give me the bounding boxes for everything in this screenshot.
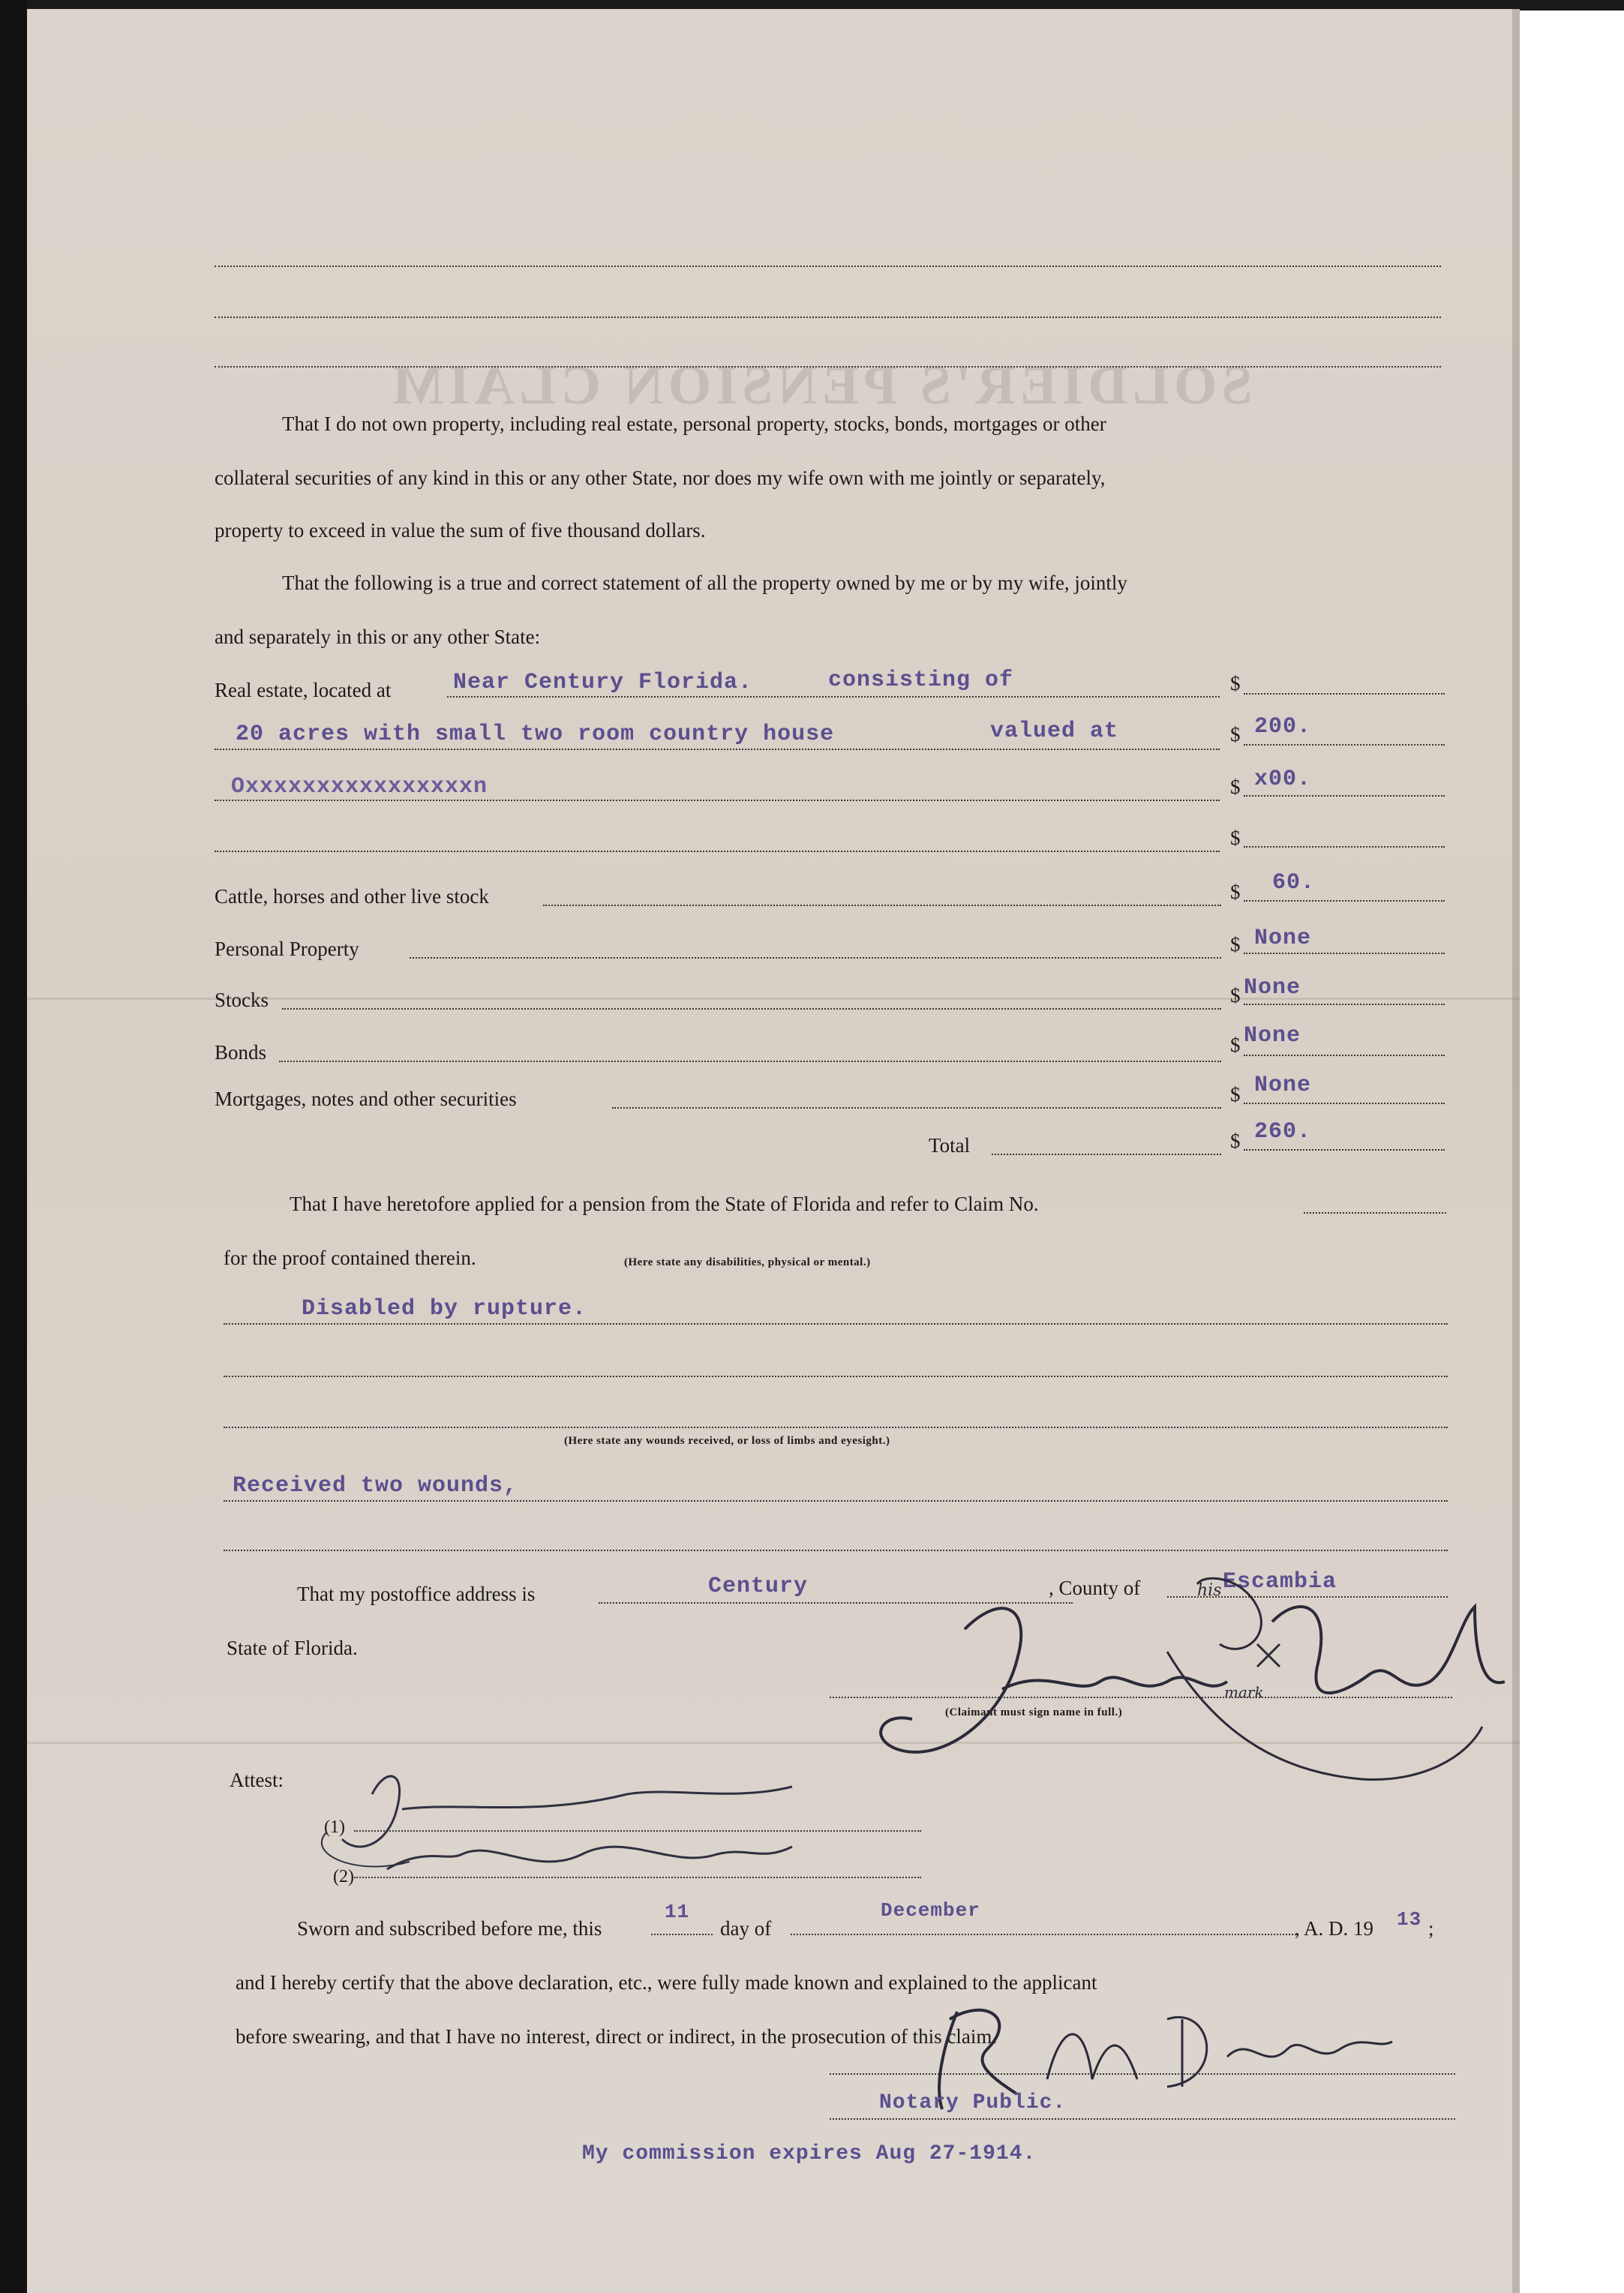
bonds-label: Bonds bbox=[215, 1041, 267, 1064]
amount-line bbox=[1244, 1103, 1445, 1104]
county-value: Escambia bbox=[1223, 1569, 1337, 1595]
dollar-sign: $ bbox=[1230, 1083, 1241, 1106]
claimant-mark-bottom: mark bbox=[1224, 1683, 1264, 1701]
stocks-value: None bbox=[1244, 975, 1301, 1001]
sworn-text-c: , A. D. 19 bbox=[1295, 1917, 1374, 1940]
amount-line bbox=[1244, 846, 1445, 848]
sworn-end: ; bbox=[1428, 1917, 1434, 1940]
dollar-sign: $ bbox=[1230, 984, 1241, 1007]
blank-rule bbox=[215, 317, 1441, 318]
witness-2-number: (2) bbox=[333, 1867, 354, 1886]
para-prior-claim: That I have heretofore applied for a pension from the State of Florida and refer to Claim No. bbox=[290, 1193, 1039, 1215]
amount-line bbox=[1244, 1149, 1445, 1151]
attest-label: Attest: bbox=[230, 1769, 284, 1791]
dollar-sign: $ bbox=[1230, 827, 1241, 849]
cattle-value: 60. bbox=[1272, 870, 1316, 896]
notary-title-line bbox=[830, 2118, 1455, 2120]
real-estate-consisting: consisting of bbox=[828, 668, 1014, 693]
entry-line bbox=[224, 1500, 1448, 1502]
dollar-sign: $ bbox=[1230, 1034, 1241, 1056]
para-statement-2: and separately in this or any other State: bbox=[215, 626, 541, 648]
leader-line bbox=[279, 1061, 1221, 1062]
amount-line bbox=[1244, 1055, 1445, 1056]
mortgages-value: None bbox=[1254, 1073, 1312, 1098]
real-estate-line bbox=[215, 800, 1220, 801]
mortgages-label: Mortgages, notes and other securities bbox=[215, 1088, 517, 1110]
leader-line bbox=[543, 905, 1221, 906]
notary-title: Notary Public. bbox=[879, 2091, 1067, 2114]
dollar-sign: $ bbox=[1230, 881, 1241, 903]
para-property-limit-1: That I do not own property, including real estate, personal property, stocks, bonds, mortgages or other bbox=[282, 413, 1106, 435]
document-page bbox=[27, 9, 1520, 2293]
amount-line bbox=[1244, 744, 1445, 746]
sworn-text-a: Sworn and subscribed before me, this bbox=[297, 1917, 602, 1940]
leader-line bbox=[992, 1154, 1221, 1155]
blank-rule bbox=[215, 266, 1441, 267]
personal-property-value: None bbox=[1254, 926, 1312, 951]
real-estate-label: Real estate, located at bbox=[215, 679, 392, 701]
claimant-signature-image bbox=[852, 1577, 1527, 1802]
dollar-sign: $ bbox=[1230, 776, 1241, 798]
leader-line bbox=[612, 1107, 1221, 1109]
amount-line bbox=[1244, 693, 1445, 695]
page-edge-shadow bbox=[1512, 9, 1520, 2293]
county-label: , County of bbox=[1049, 1577, 1141, 1599]
total-label: Total bbox=[929, 1134, 971, 1157]
real-estate-line bbox=[215, 749, 1220, 750]
entry-line bbox=[224, 1550, 1448, 1551]
wounds-entry: Received two wounds, bbox=[233, 1473, 518, 1499]
real-estate-description: 20 acres with small two room country house bbox=[236, 722, 835, 747]
certify-text-b: before swearing, and that I have no interest, direct or indirect, in the prosecution of this claim. bbox=[236, 2025, 998, 2048]
amount-line bbox=[1244, 1004, 1445, 1005]
amount-line bbox=[1244, 900, 1445, 902]
struck-entry: Oxxxxxxxxxxxxxxxxn bbox=[231, 774, 488, 800]
leader-line bbox=[410, 957, 1221, 959]
stocks-label: Stocks bbox=[215, 989, 269, 1011]
real-estate-line bbox=[215, 851, 1220, 852]
sworn-year: 13 bbox=[1397, 1908, 1422, 1931]
real-estate-location: Near Century Florida. bbox=[453, 670, 753, 695]
sworn-day-line bbox=[651, 1934, 713, 1935]
witness-1-number: (1) bbox=[324, 1817, 345, 1837]
entry-line bbox=[224, 1376, 1448, 1377]
cattle-label: Cattle, horses and other live stock bbox=[215, 885, 489, 908]
wounds-hint: (Here state any wounds received, or loss of limbs and eyesight.) bbox=[564, 1435, 890, 1447]
claimant-mark-top: his bbox=[1197, 1581, 1222, 1600]
real-estate-value: 200. bbox=[1254, 714, 1312, 740]
dollar-sign: $ bbox=[1230, 672, 1241, 695]
amount-line bbox=[1244, 953, 1445, 954]
postoffice-value: Century bbox=[708, 1574, 809, 1599]
real-estate-line bbox=[447, 696, 1220, 698]
entry-line bbox=[224, 1323, 1448, 1325]
dollar-sign: $ bbox=[1230, 933, 1241, 956]
dollar-sign: $ bbox=[1230, 723, 1241, 746]
blank-rule bbox=[215, 366, 1441, 368]
para-property-limit-3: property to exceed in value the sum of five thousand dollars. bbox=[215, 519, 706, 542]
para-prior-claim-2: for the proof contained therein. bbox=[224, 1247, 476, 1269]
para-statement-1: That the following is a true and correct statement of all the property owned by me or by my wife, jointly bbox=[282, 572, 1127, 594]
claim-number-line bbox=[1304, 1212, 1446, 1214]
certify-text-a: and I hereby certify that the above declaration, etc., were fully made known and explained to the applicant bbox=[236, 1971, 1097, 1994]
dollar-sign: $ bbox=[1230, 1130, 1241, 1152]
entry-line bbox=[224, 1427, 1448, 1428]
claimant-hint: (Claimant must sign name in full.) bbox=[945, 1706, 1123, 1718]
notary-commission: My commission expires Aug 27-1914. bbox=[582, 2142, 1037, 2165]
bleed-through-heading: SOLDIER'S PENSION CLAIM bbox=[387, 355, 1253, 416]
disabilities-hint: (Here state any disabilities, physical or mental.) bbox=[624, 1256, 871, 1268]
personal-property-label: Personal Property bbox=[215, 938, 359, 960]
sworn-day: 11 bbox=[665, 1901, 690, 1923]
scan-border-left bbox=[0, 0, 27, 2293]
postoffice-label: That my postoffice address is bbox=[297, 1583, 536, 1605]
total-value: 260. bbox=[1254, 1119, 1312, 1145]
real-estate-valued: valued at bbox=[990, 719, 1119, 744]
sworn-month: December bbox=[881, 1899, 980, 1922]
sworn-month-line bbox=[791, 1934, 1296, 1935]
para-property-limit-2: collateral securities of any kind in this or any other State, nor does my wife own with me jointly or separately, bbox=[215, 467, 1106, 489]
leader-line bbox=[282, 1008, 1221, 1010]
bonds-value: None bbox=[1244, 1023, 1301, 1049]
disabilities-entry: Disabled by rupture. bbox=[302, 1296, 587, 1322]
state-label: State of Florida. bbox=[227, 1637, 358, 1659]
witness-signatures-image bbox=[312, 1749, 867, 1899]
amount-line bbox=[1244, 795, 1445, 797]
struck-value: x00. bbox=[1254, 767, 1312, 792]
sworn-text-b: day of bbox=[720, 1917, 772, 1940]
